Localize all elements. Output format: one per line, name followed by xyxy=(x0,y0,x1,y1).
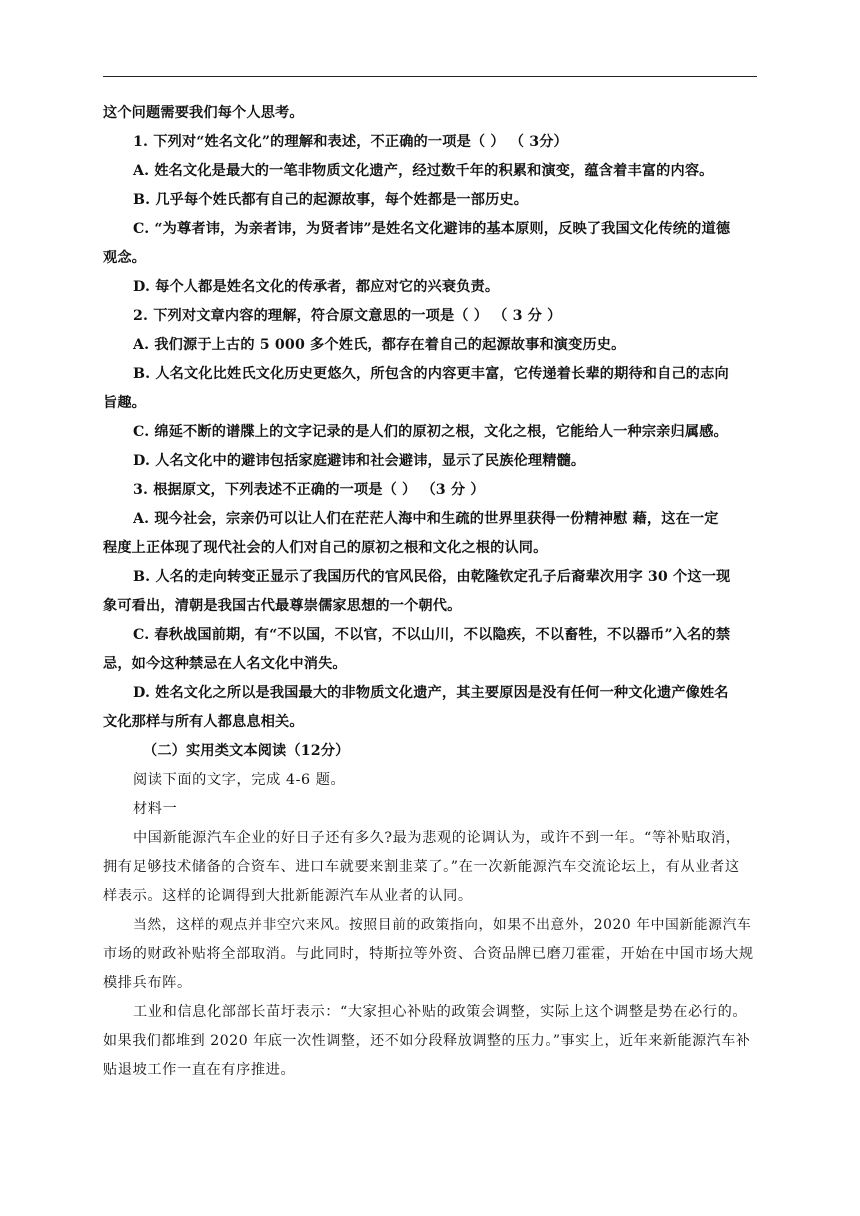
question-2: 2. 下列对文章内容的理解，符合原文意思的一项是（ ） （ 3 分 ） xyxy=(133,308,562,324)
text-line: 这个问题需要我们每个人思考。 xyxy=(103,105,304,121)
paragraph-line: 市场的财政补贴将全部取消。与此同时，特斯拉等外资、合资品牌已磨刀霍霍，开始在中国市场大规 xyxy=(103,946,754,962)
option-2c: C. 绵延不断的谱牒上的文字记录的是人们的原初之根，文化之根，它能给人一种宗亲归属感。 xyxy=(133,424,728,440)
option-2a: A. 我们源于上古的 5 000 多个姓氏，都存在着自己的起源故事和演变历史。 xyxy=(133,337,626,353)
option-2d: D. 人名文化中的避讳包括家庭避讳和社会避讳，显示了民族伦理精髓。 xyxy=(133,453,586,469)
question-3: 3. 根据原文，下列表述不正确的一项是（ ） （3 分 ） xyxy=(133,482,485,498)
paragraph-line: 当然，这样的观点并非空穴来风。按照目前的政策指向，如果不出意外，2020 年中国新能源汽车 xyxy=(133,917,752,933)
section-heading: （二）实用类文本阅读（12分） xyxy=(143,743,350,759)
reading-instruction: 阅读下面的文字，完成 4-6 题。 xyxy=(133,772,346,788)
option-1a: A. 姓名文化是最大的一笔非物质文化遗产，经过数千年的积累和演变，蕴含着丰富的内容。 xyxy=(133,163,714,179)
paragraph-line: 如果我们都堆到 2020 年底一次性调整，还不如分段释放调整的压力。”事实上，近年来新能源汽车补 xyxy=(103,1033,751,1049)
option-1d: D. 每个人都是姓名文化的传承者，都应对它的兴衰负责。 xyxy=(133,279,500,295)
option-3d-cont: 文化那样与所有人都息息相关。 xyxy=(103,714,304,730)
question-1: 1. 下列对“姓名文化”的理解和表述，不正确的一项是（ ） （ 3分） xyxy=(133,134,568,150)
option-1b: B. 几乎每个姓氏都有自己的起源故事，每个姓都是一部历史。 xyxy=(133,192,529,208)
option-2b-cont: 旨趣。 xyxy=(103,395,147,411)
paragraph-line: 工业和信息化部部长苗圩表示：“大家担心补贴的政策会调整，实际上这个调整是势在必行的。 xyxy=(133,1004,748,1020)
option-3c-cont: 忌，如今这种禁忌在人名文化中消失。 xyxy=(103,656,347,672)
material-label: 材料一 xyxy=(133,801,178,817)
option-3b: B. 人名的走向转变正显示了我国历代的官风民俗，由乾隆钦定孔子后裔辈次用字 30 个这一现 xyxy=(133,569,731,585)
option-3b-cont: 象可看出，清朝是我国古代最尊崇儒家思想的一个朝代。 xyxy=(103,598,462,614)
paragraph-line: 模排兵布阵。 xyxy=(103,975,192,991)
paragraph-line: 拥有足够技术储备的合资车、进口车就要来割韭菜了。”在一次新能源汽车交流论坛上，有从业者这 xyxy=(103,859,740,875)
paragraph-line: 样表示。这样的论调得到大批新能源汽车从业者的认同。 xyxy=(103,888,473,904)
paragraph-line: 贴退坡工作一直在有序推进。 xyxy=(103,1062,296,1078)
option-3a-cont: 程度上正体现了现代社会的人们对自己的原初之根和文化之根的认同。 xyxy=(103,540,548,556)
option-2b: B. 人名文化比姓氏文化历史更悠久，所包含的内容更丰富，它传递着长辈的期待和自己的志向 xyxy=(133,366,729,382)
option-3d: D. 姓名文化之所以是我国最大的非物质文化遗产，其主要原因是没有任何一种文化遗产像姓名 xyxy=(133,685,729,701)
option-3c: C. 春秋战国前期，有“不以国，不以官，不以山川，不以隐疾，不以畜牲，不以器币”入名的禁 xyxy=(133,627,731,643)
option-1c: C. “为尊者讳，为亲者讳，为贤者讳”是姓名文化避讳的基本原则，反映了我国文化传统的道德 xyxy=(133,221,731,237)
header-rule xyxy=(103,76,757,77)
option-1c-cont: 观念。 xyxy=(103,250,147,266)
document-body xyxy=(103,99,757,1085)
paragraph-line: 中国新能源汽车企业的好日子还有多久?最为悲观的论调认为，或许不到一年。“等补贴取消， xyxy=(133,830,741,846)
option-3a: A. 现今社会，宗亲仍可以让人们在茫茫人海中和生疏的世界里获得一份精神慰 藉，这在一定 xyxy=(133,511,719,527)
